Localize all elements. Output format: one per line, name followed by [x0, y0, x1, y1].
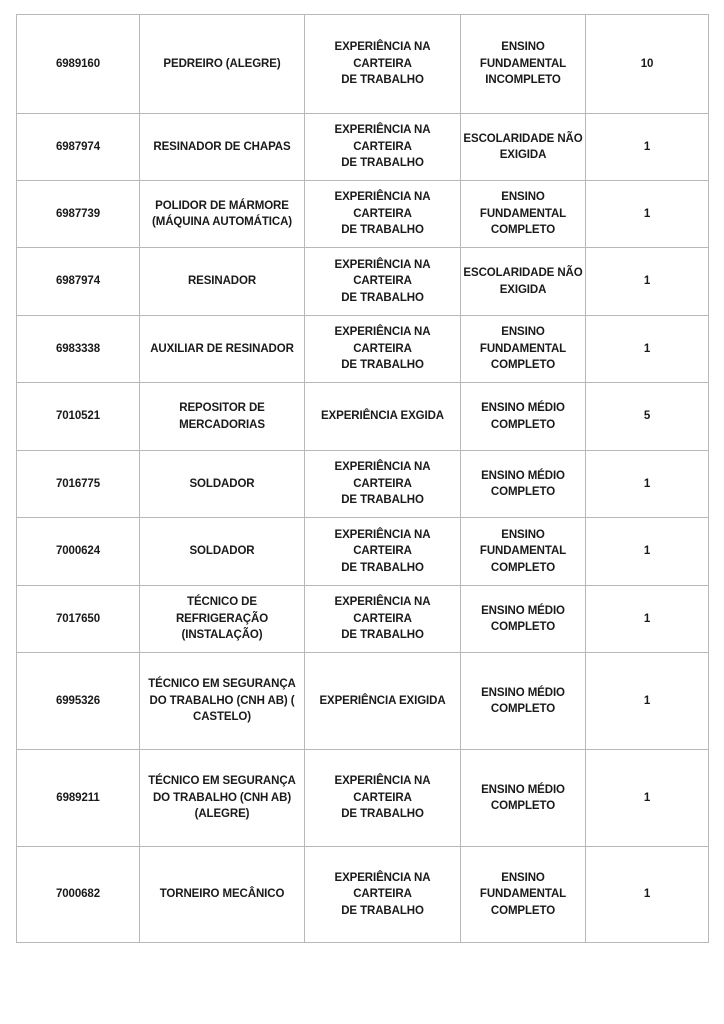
vacancy-count-text: 10: [640, 57, 654, 70]
vacancy-code-text: 6987739: [55, 207, 101, 220]
education-requirement-text: ENSINO MÉDIO COMPLETO: [481, 402, 565, 431]
vacancy-count-text: 1: [643, 140, 651, 153]
education-requirement-cell: [461, 114, 586, 181]
education-requirement-text: ENSINO MÉDIO COMPLETO: [481, 686, 565, 715]
job-title-text: RESINADOR DE CHAPAS: [153, 140, 291, 153]
vacancy-count-cell: [586, 248, 709, 316]
vacancy-count-text: 1: [643, 207, 651, 220]
education-requirement-cell: [461, 15, 586, 114]
experience-requirement-cell: [305, 15, 461, 114]
vacancy-code-cell: [17, 316, 140, 383]
job-title-cell: [140, 653, 305, 750]
job-title-cell: [140, 316, 305, 383]
table-row: [17, 316, 709, 383]
table-row: [17, 847, 709, 943]
vacancy-count-text: 1: [643, 612, 651, 625]
education-requirement-text: ENSINO MÉDIO COMPLETO: [481, 604, 565, 633]
education-requirement-cell: [461, 653, 586, 750]
vacancy-count-cell: [586, 518, 709, 586]
education-requirement-text: ENSINO FUNDAMENTAL COMPLETO: [479, 326, 567, 372]
vacancy-code-text: 6989211: [56, 791, 100, 804]
job-title-cell: [140, 451, 305, 518]
job-title-cell: [140, 181, 305, 248]
vacancy-count-cell: [586, 181, 709, 248]
job-title-cell: [140, 383, 305, 451]
education-requirement-cell: [461, 847, 586, 943]
experience-requirement-text: EXPERIÊNCIA NA CARTEIRA DE TRABALHO: [334, 461, 431, 507]
vacancy-code-text: 6995326: [55, 694, 101, 707]
experience-requirement-text: EXPERIÊNCIA NA CARTEIRA DE TRABALHO: [334, 191, 431, 237]
education-requirement-cell: [461, 518, 586, 586]
education-requirement-text: ENSINO FUNDAMENTAL INCOMPLETO: [479, 41, 567, 87]
vacancy-count-cell: [586, 114, 709, 181]
vacancy-count-cell: [586, 750, 709, 847]
experience-requirement-cell: [305, 653, 461, 750]
education-requirement-text: ENSINO FUNDAMENTAL COMPLETO: [479, 871, 567, 917]
job-title-text: SOLDADOR: [189, 545, 255, 558]
table-row: [17, 518, 709, 586]
job-title-text: AUXILIAR DE RESINADOR: [150, 342, 294, 355]
vacancy-code-cell: [17, 750, 140, 847]
vacancy-count-text: 1: [643, 888, 651, 901]
vacancy-code-cell: [17, 15, 140, 114]
vacancy-count-cell: [586, 316, 709, 383]
education-requirement-cell: [461, 586, 586, 653]
education-requirement-text: ESCOLARIDADE NÃO EXIGIDA: [463, 267, 583, 296]
education-requirement-text: ENSINO FUNDAMENTAL COMPLETO: [479, 528, 567, 574]
vacancy-code-cell: [17, 847, 140, 943]
experience-requirement-text: EXPERIÊNCIA NA CARTEIRA DE TRABALHO: [334, 775, 431, 821]
experience-requirement-cell: [305, 181, 461, 248]
vacancy-code-cell: [17, 518, 140, 586]
vacancy-code-cell: [17, 451, 140, 518]
vacancy-code-text: 6983338: [55, 342, 101, 355]
job-title-cell: [140, 114, 305, 181]
education-requirement-cell: [461, 248, 586, 316]
job-title-text: TORNEIRO MECÂNICO: [159, 888, 285, 901]
table-row: [17, 181, 709, 248]
education-requirement-cell: [461, 316, 586, 383]
job-vacancies-table: [16, 14, 709, 943]
vacancy-code-text: 7016775: [55, 477, 101, 490]
table-row: [17, 383, 709, 451]
experience-requirement-text: EXPERIÊNCIA NA CARTEIRA DE TRABALHO: [334, 326, 431, 372]
experience-requirement-cell: [305, 114, 461, 181]
vacancy-code-cell: [17, 586, 140, 653]
experience-requirement-cell: [305, 248, 461, 316]
job-title-cell: [140, 586, 305, 653]
vacancy-count-cell: [586, 847, 709, 943]
job-title-text: POLIDOR DE MÁRMORE (MÁQUINA AUTOMÁTICA): [151, 199, 293, 228]
experience-requirement-text: EXPERIÊNCIA NA CARTEIRA DE TRABALHO: [334, 258, 431, 304]
vacancy-code-text: 7010521: [55, 410, 101, 423]
vacancy-count-text: 1: [643, 342, 651, 355]
education-requirement-text: ENSINO MÉDIO COMPLETO: [481, 469, 565, 498]
vacancy-count-text: 1: [643, 545, 651, 558]
job-title-text: REPOSITOR DE MERCADORIAS: [179, 402, 265, 431]
table-row: [17, 586, 709, 653]
experience-requirement-text: EXPERIÊNCIA EXIGIDA: [319, 694, 446, 707]
table-row: [17, 114, 709, 181]
table-row: [17, 451, 709, 518]
vacancy-count-cell: [586, 383, 709, 451]
education-requirement-cell: [461, 451, 586, 518]
job-title-text: TÉCNICO DE REFRIGERAÇÃO (INSTALAÇÃO): [175, 596, 269, 642]
vacancy-code-cell: [17, 383, 140, 451]
vacancy-count-text: 1: [643, 477, 651, 490]
vacancy-code-cell: [17, 114, 140, 181]
vacancy-code-text: 6987974: [55, 275, 101, 288]
job-title-text: TÉCNICO EM SEGURANÇA DO TRABALHO (CNH AB) (ALEGRE): [148, 775, 296, 821]
experience-requirement-text: EXPERIÊNCIA NA CARTEIRA DE TRABALHO: [334, 528, 431, 574]
experience-requirement-cell: [305, 847, 461, 943]
table-row: [17, 653, 709, 750]
vacancy-count-text: 5: [643, 410, 651, 423]
experience-requirement-text: EXPERIÊNCIA NA CARTEIRA DE TRABALHO: [334, 596, 431, 642]
job-table-body: [17, 15, 709, 943]
vacancy-count-cell: [586, 653, 709, 750]
vacancy-count-text: 1: [643, 275, 651, 288]
job-title-text: TÉCNICO EM SEGURANÇA DO TRABALHO (CNH AB) ( CASTELO): [148, 678, 296, 724]
job-title-text: RESINADOR: [187, 275, 257, 288]
job-title-cell: [140, 15, 305, 114]
education-requirement-text: ENSINO MÉDIO COMPLETO: [481, 783, 565, 812]
vacancy-code-cell: [17, 181, 140, 248]
experience-requirement-text: EXPERIÊNCIA NA CARTEIRA DE TRABALHO: [334, 871, 431, 917]
experience-requirement-cell: [305, 750, 461, 847]
job-title-cell: [140, 847, 305, 943]
experience-requirement-cell: [305, 383, 461, 451]
table-row: [17, 750, 709, 847]
education-requirement-text: ENSINO FUNDAMENTAL COMPLETO: [479, 191, 567, 237]
education-requirement-cell: [461, 181, 586, 248]
vacancy-code-text: 6989160: [55, 57, 101, 70]
vacancy-count-cell: [586, 451, 709, 518]
experience-requirement-text: EXPERIÊNCIA EXGIDA: [320, 410, 445, 423]
experience-requirement-cell: [305, 451, 461, 518]
education-requirement-cell: [461, 383, 586, 451]
vacancy-code-text: 6987974: [55, 140, 101, 153]
vacancy-code-text: 7000682: [55, 888, 101, 901]
experience-requirement-text: EXPERIÊNCIA NA CARTEIRA DE TRABALHO: [334, 124, 431, 170]
table-row: [17, 248, 709, 316]
vacancy-code-cell: [17, 248, 140, 316]
education-requirement-text: ESCOLARIDADE NÃO EXIGIDA: [463, 132, 583, 161]
vacancy-count-cell: [586, 586, 709, 653]
vacancy-code-cell: [17, 653, 140, 750]
vacancy-code-text: 7017650: [55, 612, 101, 625]
vacancy-count-text: 1: [643, 791, 651, 804]
education-requirement-cell: [461, 750, 586, 847]
job-title-cell: [140, 518, 305, 586]
vacancy-count-text: 1: [643, 694, 651, 707]
job-title-cell: [140, 750, 305, 847]
job-title-text: PEDREIRO (ALEGRE): [163, 57, 281, 70]
vacancy-code-text: 7000624: [55, 545, 101, 558]
vacancy-count-cell: [586, 15, 709, 114]
experience-requirement-text: EXPERIÊNCIA NA CARTEIRA DE TRABALHO: [334, 41, 431, 87]
experience-requirement-cell: [305, 518, 461, 586]
experience-requirement-cell: [305, 316, 461, 383]
job-title-text: SOLDADOR: [189, 477, 255, 490]
job-title-cell: [140, 248, 305, 316]
table-row: [17, 15, 709, 114]
experience-requirement-cell: [305, 586, 461, 653]
